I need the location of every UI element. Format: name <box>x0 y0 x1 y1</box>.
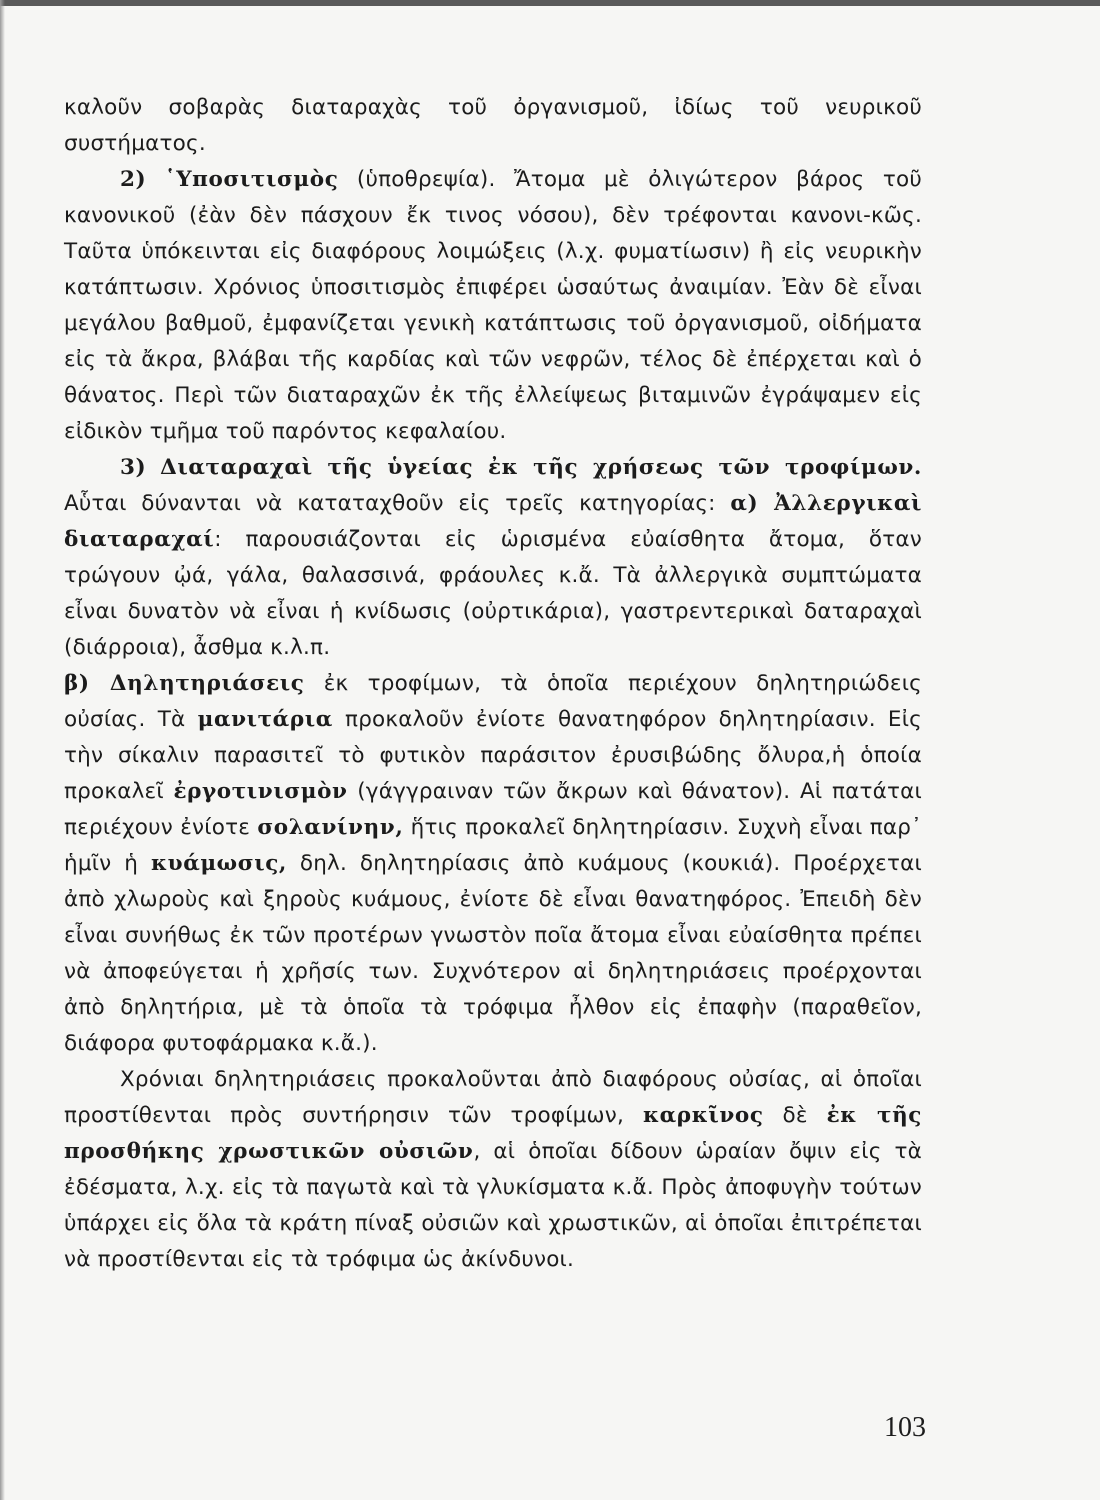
subitem-heading-allergic: α) Ἀλλεργικαὶ διαταραχαί <box>64 491 922 552</box>
keyword-ergotism: ἐργοτινισμὸν <box>173 779 348 804</box>
paragraph-hyposition <box>64 162 922 450</box>
paragraph-disorders <box>64 450 922 666</box>
paragraph-text: προκαλοῦν ἐνίοτε θανατηφόρον δηλητηρίασιν. Εἰς τὴν σίκαλιν παρασιτεῖ τὸ φυτικὸν παράσιτον ἐρυσιβώδης ὄλυρα,ἡ ὁποία προκαλεῖ <box>64 707 922 804</box>
keyword-favism: κυάμωσις, <box>150 851 287 876</box>
page-body <box>64 90 922 1278</box>
paragraph-text: καλοῦν σοβαρὰς διαταραχὰς τοῦ ὀργανισμοῦ, ἰδίως τοῦ νευρικοῦ συστήματος. <box>64 95 922 156</box>
page-number: 103 <box>884 1412 926 1443</box>
paragraph-text: δὲ <box>763 1103 827 1128</box>
keyword-mushrooms: μανιτάρια <box>197 707 333 732</box>
keyword-cancer: καρκῖνος <box>642 1103 764 1128</box>
paragraph-text: : παρουσιάζονται εἰς ὡρισμένα εὐαίσθητα ἄτομα, ὅταν τρώγουν ᾠά, γάλα, θαλασσινά, φράουλες κ.ἄ. Τὰ ἀλλεργικὰ συμπτώματα εἶναι δυνατὸν νὰ εἶναι ἡ κνίδωσις (οὐρτικάρια), γαστρεντερικαὶ δαταραχαὶ (διάρροια), ἆσθμα κ.λ.π. <box>64 527 922 660</box>
item-number: 3) <box>120 455 147 480</box>
paragraph-text: Αὗται δύνανται νὰ καταταχθοῦν εἰς τρεῖς κατηγορίας: <box>64 491 731 516</box>
paragraph-text: (γάγγραιναν τῶν ἄκρων καὶ θάνατον). Αἱ πατάται περιέχουν ἐνίοτε <box>64 779 922 840</box>
paragraph-text: ἐκ τροφίμων, τὰ ὁποῖα περιέχουν δηλητηριώδεις οὐσίας. Τὰ <box>64 671 922 732</box>
paragraph-text: Χρόνιαι δηλητηριάσεις προκαλοῦνται ἀπὸ διαφόρους οὐσίας, αἱ ὁποῖαι προστίθενται πρὸς συντήρησιν τῶν τροφίμων, <box>64 1067 922 1128</box>
paragraph-text: δηλ. δηλητηρίασις ἀπὸ κυάμους (κουκιά). Προέρχεται ἀπὸ χλωροὺς καὶ ξηροὺς κυάμους, ἐνίοτε δὲ εἶναι θανατηφόρος. Ἐπειδὴ δὲν εἶναι συνήθως ἐκ τῶν προτέρων γνωστὸν ποῖα ἄτομα εἶναι εὐαίσθητα πρέπει νὰ ἀποφεύγεται ἡ χρῆσίς των. Συχνότερον αἱ δηλητηριάσεις προέρχονται ἀπὸ δηλητήρια, μὲ τὰ ὁποῖα τὰ τρόφιμα ἦλθον εἰς ἐπαφὴν (παραθεῖον, διάφορα φυτοφάρμακα κ.ἄ.). <box>64 851 922 1056</box>
item-heading: Διαταραχαὶ τῆς ὑγείας ἐκ τῆς χρήσεως τῶν τροφίμων. <box>160 455 922 480</box>
paragraph-text: (ὑποθρεψία). Ἄτομα μὲ ὀλιγώτερον βάρος τοῦ κανονικοῦ (ἐὰν δὲν πάσχουν ἔκ τινος νόσου), δὲν τρέφονται κανονι-κῶς. Ταῦτα ὑπόκεινται εἰς διαφόρους λοιμώξεις (λ.χ. φυματίωσιν) ἢ εἰς νευρικὴν κατάπτωσιν. Χρόνιος ὑποσιτισμὸς ἐπιφέρει ὡσαύτως ἀναιμίαν. Ἐὰν δὲ εἶναι μεγάλου βαθμοῦ, ἐμφανίζεται γενικὴ κατάπτωσις τοῦ ὀργανισμοῦ, οἰδήματα εἰς τὰ ἄκρα, βλάβαι τῆς καρδίας καὶ τῶν νεφρῶν, τέλος δὲ ἐπέρχεται καὶ ὁ θάνατος. Περὶ τῶν διαταραχῶν ἐκ τῆς ἐλλείψεως βιταμινῶν ἐγράψαμεν εἰς εἰδικὸν τμῆμα τοῦ παρόντος κεφαλαίου. <box>64 167 922 444</box>
paragraph-poisonings <box>64 666 922 1062</box>
keyword-solanine: σολανίνην, <box>257 815 404 840</box>
scan-top-edge <box>0 0 1100 6</box>
keyword-coloring-additives: ἐκ τῆς προσθήκης χρωστικῶν οὐσιῶν <box>64 1103 922 1164</box>
item-number: 2) <box>120 167 147 192</box>
scan-left-edge <box>0 0 5 1500</box>
paragraph-continuation <box>64 90 922 162</box>
paragraph-text: , αἱ ὁποῖαι δίδουν ὡραίαν ὄψιν εἰς τὰ ἐδέσματα, λ.χ. εἰς τὰ παγωτὰ καὶ τὰ γλυκίσματα κ.ἄ. Πρὸς ἀποφυγὴν τούτων ὑπάρχει εἰς ὅλα τὰ κράτη πίναξ οὐσιῶν καὶ χρωστικῶν, αἱ ὁποῖαι ἐπιτρέπεται νὰ προστίθενται εἰς τὰ τρόφιμα ὡς ἀκίνδυνοι. <box>64 1139 922 1272</box>
paragraph-text: ἥτις προκαλεῖ δηλητηρίασιν. Συχνὴ εἶναι παρ᾽ ἡμῖν ἡ <box>64 815 923 876</box>
paragraph-chronic <box>64 1062 922 1278</box>
subitem-heading-poisonings: β) Δηλητηριάσεις <box>64 671 305 696</box>
item-heading: ῾Υποσιτισμὸς <box>164 167 339 192</box>
